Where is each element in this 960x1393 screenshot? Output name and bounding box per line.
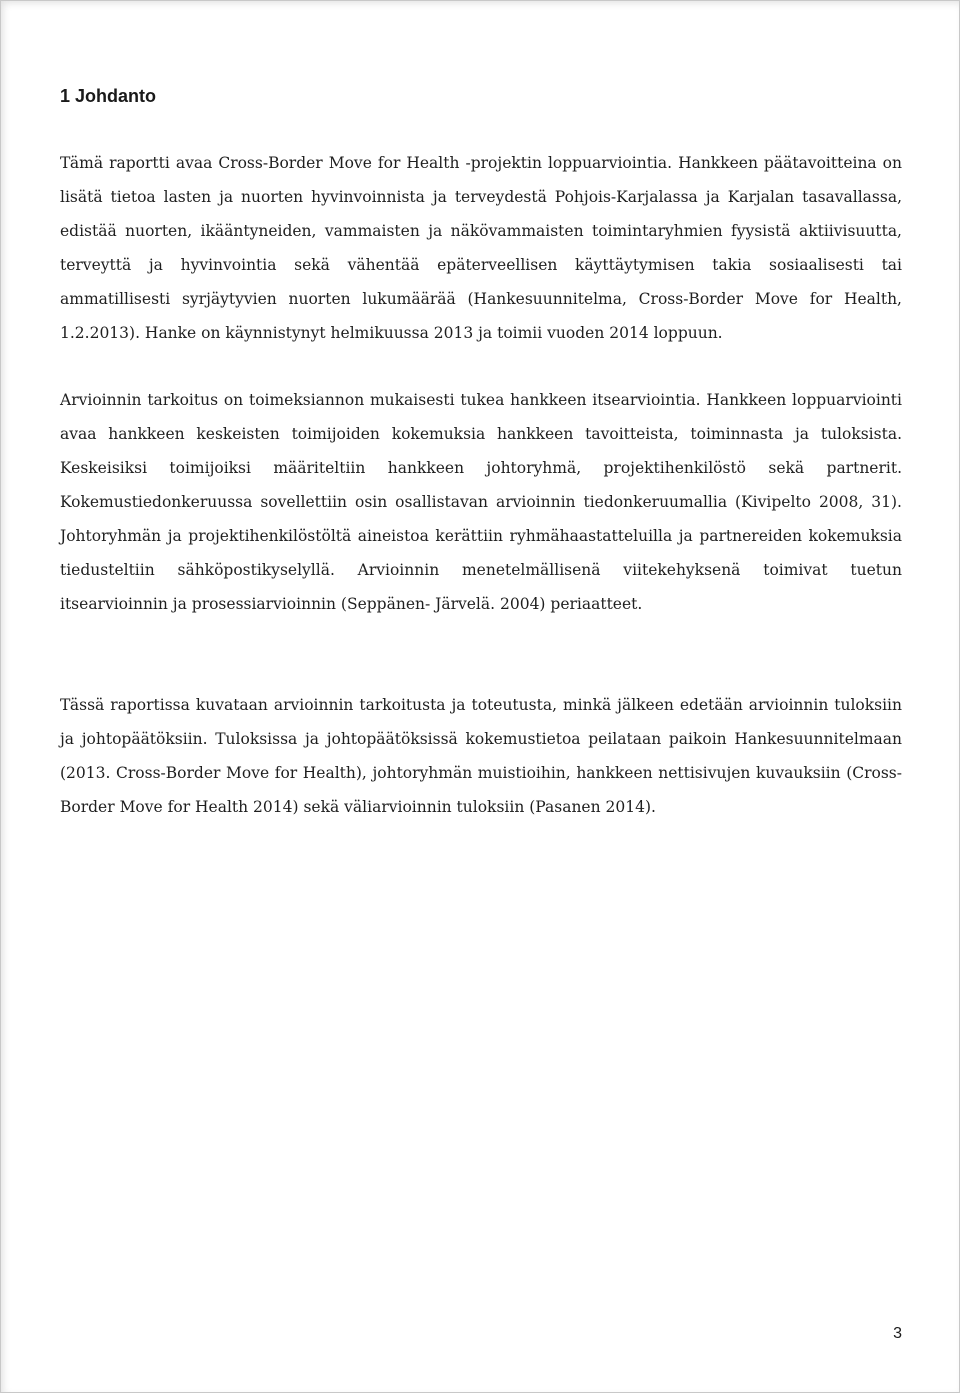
paragraph-evaluation-purpose: Arvioinnin tarkoitus on toimeksiannon mukaisesti tukea hankkeen itsearviointia. Hankkeen loppuarviointi avaa hankkeen keskeisten toimijoiden kokemuksia hankkeen tavoitteista, toiminnasta ja tuloksista. Keskeisiksi toimijoiksi määriteltiin hankkeen johtoryhmä, projektihenkilöstö sekä partnerit. Kokemustiedonkeruussa sovellettiin osin osallistavan arvioinnin tiedonkeruumallia (Kivipelto 2008, 31). Johtoryhmän ja projektihenkilöstöltä aineistoa kerättiin ryhmähaastatteluilla ja partnereiden kokemuksia tiedusteltiin sähköpostikyselyllä. Arvioinnin menetelmällisenä viitekehyksenä toimivat tuetun itsearvioinnin ja prosessiarvioinnin (Seppänen- Järvelä. 2004) periaatteet. <box>60 391 902 613</box>
section-heading: 1 Johdanto <box>60 86 157 106</box>
paragraph-report-structure: Tässä raportissa kuvataan arvioinnin tarkoitusta ja toteutusta, minkä jälkeen edetään arvioinnin tuloksiin ja johtopäätöksiin. Tuloksissa ja johtopäätöksissä kokemustietoa peilataan paikoin Hankesuunnitelmaan (2013. Cross-Border Move for Health), johtoryhmän muistioihin, hankkeen nettisivujen kuvauksiin (Cross-Border Move for Health 2014) sekä väliarvioinnin tuloksiin (Pasanen 2014). <box>60 696 902 816</box>
paragraph-introduction: Tämä raportti avaa Cross-Border Move for Health -projektin loppuarviointia. Hankkeen päätavoitteina on lisätä tietoa lasten ja nuorten hyvinvoinnista ja terveydestä Pohjois-Karjalassa ja Karjalan tasavallassa, edistää nuorten, ikääntyneiden, vammaisten ja näkövammaisten toimintaryhmien fyysistä aktiivisuutta, terveyttä ja hyvinvointia sekä vähentää epäterveellisen käyttäytymisen takia sosiaalisesti tai ammatillisesti syrjäytyvien nuorten lukumäärää (Hankesuunnitelma, Cross-Border Move for Health, 1.2.2013). Hanke on käynnistynyt helmikuussa 2013 ja toimii vuoden 2014 loppuun. <box>60 154 902 342</box>
page-number: 3 <box>893 1325 902 1342</box>
